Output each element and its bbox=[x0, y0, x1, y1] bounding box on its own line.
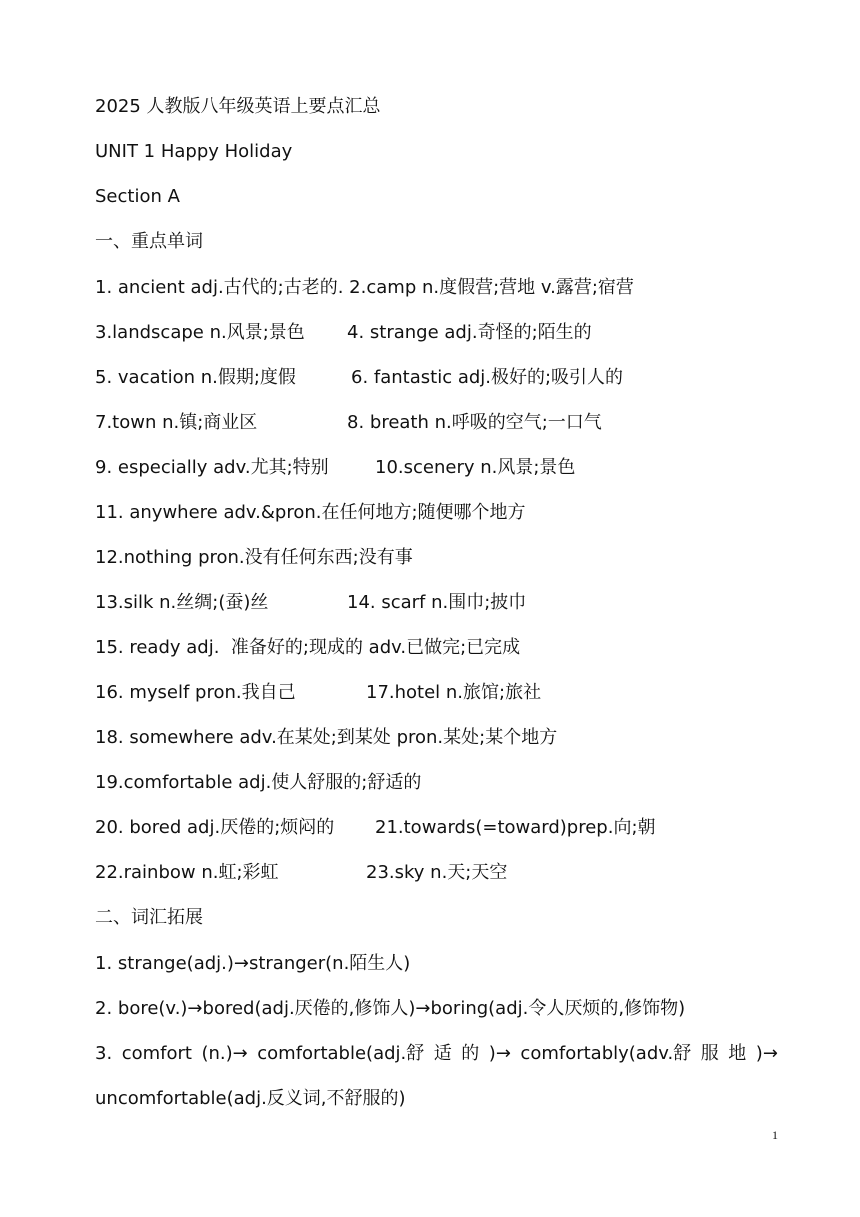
word-part: comfortably(adv.舒 bbox=[520, 1043, 692, 1064]
vocab-item: 1. ancient adj.古代的;古老的. 2.camp n.度假营;营地 v.露营;宿营 bbox=[95, 277, 634, 298]
vocab-item: 14. scarf n.围巾;披巾 bbox=[347, 592, 527, 613]
vocab-item: 5. vacation n.假期;度假 bbox=[95, 367, 296, 388]
vocab-item: 18. somewhere adv.在某处;到某处 pron.某处;某个地方 bbox=[95, 727, 558, 748]
vocab-item: 19.comfortable adj.使人舒服的;舒适的 bbox=[95, 772, 422, 793]
vocab-item: 20. bored adj.厌倦的;烦闷的 bbox=[95, 817, 335, 838]
word-part: comfort bbox=[121, 1043, 192, 1064]
vocab-item: 8. breath n.呼吸的空气;一口气 bbox=[347, 412, 602, 433]
section-heading: Section A bbox=[95, 186, 180, 207]
document-title: 2025 人教版八年级英语上要点汇总 bbox=[95, 96, 381, 117]
vocab-item: 16. myself pron.我自己 bbox=[95, 682, 296, 703]
word-part: comfortable(adj.舒 bbox=[257, 1043, 425, 1064]
vocab-item: 3.landscape n.风景;景色 bbox=[95, 322, 305, 343]
vocab-item: 17.hotel n.旅馆;旅社 bbox=[366, 682, 542, 703]
word-part: 地 bbox=[728, 1043, 747, 1064]
word-part: 服 bbox=[700, 1043, 719, 1064]
vocab-item: 21.towards(=toward)prep.向;朝 bbox=[375, 817, 656, 838]
word-part: 适 bbox=[433, 1043, 452, 1064]
page-number: 1 bbox=[772, 1128, 778, 1142]
word-part: 的 bbox=[461, 1043, 480, 1064]
expansion-item: 1. strange(adj.)→stranger(n.陌生人) bbox=[95, 953, 411, 974]
expansion-item-continuation: uncomfortable(adj.反义词,不舒服的) bbox=[95, 1088, 406, 1109]
vocab-item: 10.scenery n.风景;景色 bbox=[375, 457, 576, 478]
expansion-item-justified bbox=[95, 1042, 778, 1066]
vocab-item: 15. ready adj. 准备好的;现成的 adv.已做完;已完成 bbox=[95, 637, 521, 658]
word-part: 3. bbox=[95, 1043, 113, 1064]
vocab-item: 4. strange adj.奇怪的;陌生的 bbox=[347, 322, 592, 343]
vocab-item: 6. fantastic adj.极好的;吸引人的 bbox=[351, 367, 624, 388]
vocab-item: 12.nothing pron.没有任何东西;没有事 bbox=[95, 547, 413, 568]
vocab-item: 23.sky n.天;天空 bbox=[366, 862, 508, 883]
vocab-item: 13.silk n.丝绸;(蚕)丝 bbox=[95, 592, 269, 613]
key-words-heading: 一、重点单词 bbox=[95, 231, 203, 252]
word-part: )→ bbox=[755, 1043, 778, 1064]
expansion-item: 2. bore(v.)→bored(adj.厌倦的,修饰人)→boring(adj.令人厌烦的,修饰物) bbox=[95, 998, 686, 1019]
word-part: )→ bbox=[488, 1043, 511, 1064]
vocabulary-expansion-heading: 二、词汇拓展 bbox=[95, 907, 203, 928]
unit-heading: UNIT 1 Happy Holiday bbox=[95, 141, 293, 162]
vocab-item: 22.rainbow n.虹;彩虹 bbox=[95, 862, 279, 883]
vocab-item: 9. especially adv.尤其;特别 bbox=[95, 457, 329, 478]
vocab-item: 11. anywhere adv.&pron.在任何地方;随便哪个地方 bbox=[95, 502, 526, 523]
vocab-item: 7.town n.镇;商业区 bbox=[95, 412, 258, 433]
word-part: (n.)→ bbox=[201, 1043, 248, 1064]
